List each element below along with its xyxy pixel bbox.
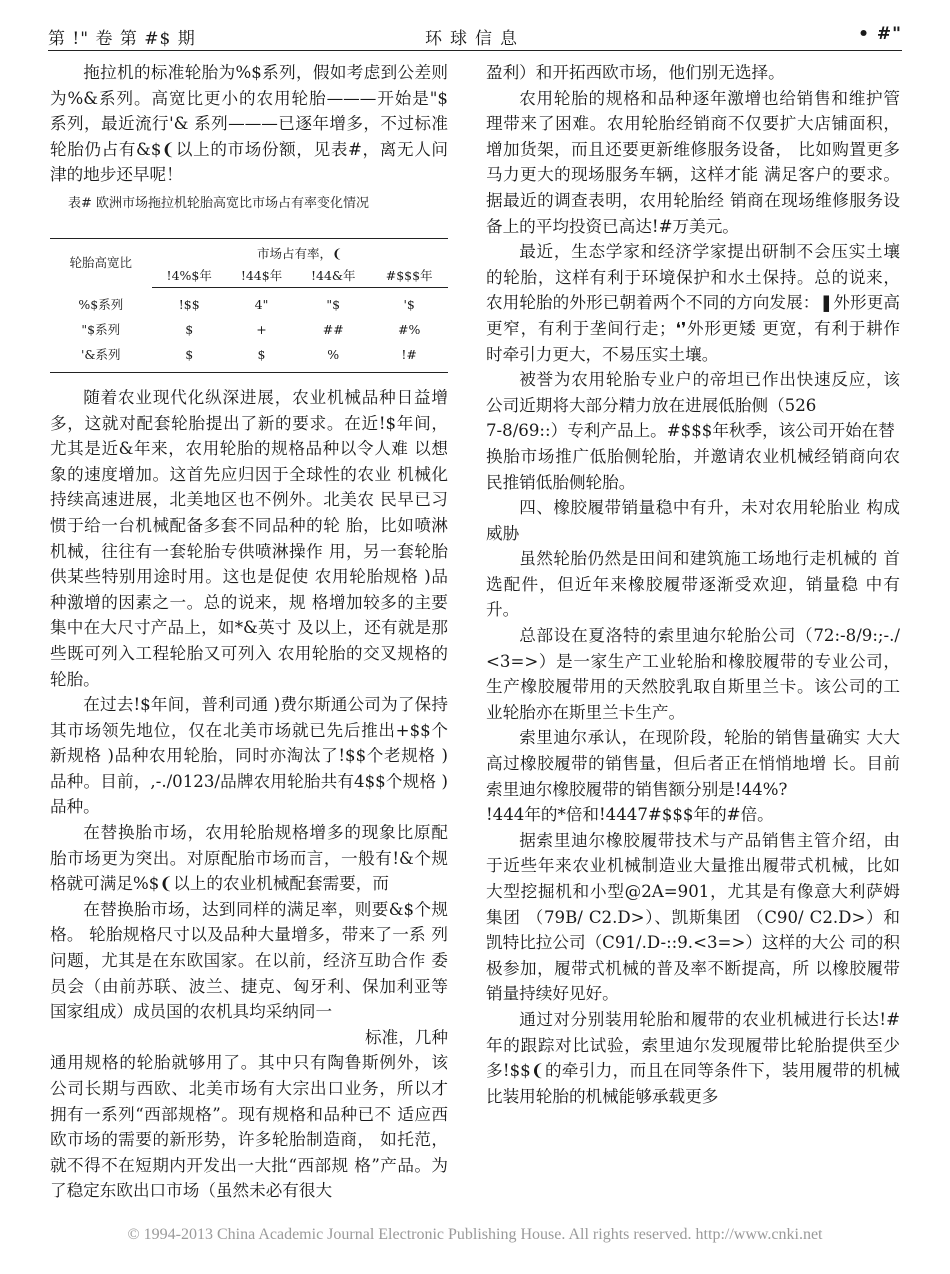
paragraph: 通过对分别装用轮胎和履带的农业机械进行长达!#年的跟踪对比试验，索里迪尔发现履带比轮胎提供至少多!$$❨的牵引力，而且在同等条件下，装用履带的机械比装用轮胎的机械能够承载更多: [486, 1009, 900, 1106]
paragraph: 在替换胎市场，农用轮胎规格增多的现象比原配胎市场更为突出。对原配胎市场而言，一般有!&个规格就可满足%$❨以上的农业机械配套需要，而: [50, 823, 448, 894]
table-cell: #%: [397, 321, 421, 337]
row-label: %$系列: [78, 296, 124, 312]
paragraph: 在过去!$年间，普利司通 )费尔斯通公司为了保持其市场领先地位，仅在北美市场就已先后推出+$$个新规格 )品种农用轮胎，同时亦淘汰了!$$个老规格 )品种。目前，,-./0123/品牌农用轮胎共有4$$个规格 )品种。: [50, 695, 448, 817]
paragraph-fragment: !444年的*倍和!4447#$$$年的#倍。: [486, 805, 774, 825]
table-row: [50, 317, 448, 342]
table-cell: 4": [254, 296, 269, 312]
paragraph: 农用轮胎的规格和品种逐年激增也给销售和维护管理带来了困难。农用轮胎经销商不仅要扩大店铺面积，增加货架，而且还要更新维修服务设备， 比如购置更多马力更大的现场服务车辆，这样才能 满足客户的要求。据最近的调查表明，农用轮胎经 销商在现场维修服务设备上的平均投资已高达!#万美元。: [486, 88, 900, 236]
year-header: !4%$年: [152, 265, 227, 288]
paragraph: 据索里迪尔橡胶履带技术与产品销售主管介绍，由于近些年来农业机械制造业大量推出履带式机械，比如大型挖掘机和小型@2A=901，尤其是有像意大利萨姆集团 （79B/ C2.D>）、凯斯集团 （C90/ C2.D>）和凯特比拉公司（C91/.D-::9.<3=>）这样的大公 司的积极参加，履带式机械的普及率不断提高，所 以橡胶履带销量持续好见好。: [486, 830, 900, 1004]
journal-title: 环球信息: [425, 29, 525, 49]
year-header: #$$$年: [370, 265, 448, 288]
year-header: !44$年: [227, 265, 296, 288]
table-cell: %: [327, 346, 340, 362]
paragraph-fragment: 换胎市场推广低胎侧轮胎，并邀请农业机械经销商向农民推销低胎侧轮胎。: [486, 446, 900, 492]
table-cell: "$: [326, 296, 341, 312]
spacer: [50, 373, 448, 385]
row-label: "$系列: [81, 321, 121, 337]
row-label: '&系列: [80, 346, 121, 362]
table-cell: +: [256, 321, 267, 337]
table-row: [50, 287, 448, 317]
year-header: !44&年: [296, 265, 370, 288]
volume-issue: 第 !" 卷 第 #$ 期: [48, 29, 196, 49]
table-row: [50, 342, 448, 373]
running-header: [48, 18, 902, 48]
table-row-header: 轮胎高宽比: [69, 255, 133, 271]
paragraph: 虽然轮胎仍然是田间和建筑施工场地行走机械的 首选配件，但近年来橡胶履带逐渐受欢迎，销量稳 中有升。: [486, 549, 900, 620]
table-caption: 表# 欧洲市场拖拉机轮胎高宽比市场占有率变化情况: [68, 195, 370, 211]
table-span-header: 市场占有率，❨: [257, 245, 343, 261]
right-column: [486, 60, 900, 1109]
page-number: • #": [858, 24, 902, 44]
table-cell: $: [257, 346, 266, 362]
paragraph: 索里迪尔承认，在现阶段，轮胎的销售量确实 大大高过橡胶履带的销售量，但后者正在悄悄地增 长。目前索里迪尔橡胶履带的销售额分别是!44%?: [486, 728, 900, 799]
paragraph-fragment: 标准，几种: [365, 1027, 448, 1047]
table-cell: !#: [401, 346, 417, 362]
paragraph: 随着农业现代化纵深进展，农业机械品种日益增多，这就对配套轮胎提出了新的要求。在近!$年间，尤其是近&年来，农用轮胎的规格品种以令人难 以想象的速度增加。这首先应归因于全球性的农业 机械化持续高速进展，北美地区也不例外。北美农 民早已习惯于给一台机械配备多套不同品种的轮 胎，比如喷淋机械，往往有一套轮胎专供喷淋操作 用，另一套轮胎供某些特别用途时用。这也是促使 农用轮胎规格 )品种激增的因素之一。总的说来，规 格增加较多的主要集中在大尺寸产品上，如*&英寸 及以上，还有就是那些既可列入工程轮胎又可列入 农用轮胎的交叉规格的轮胎。: [50, 387, 448, 689]
table-cell: '$: [403, 296, 415, 312]
table-cell: ##: [322, 321, 344, 337]
table-cell: $: [185, 346, 194, 362]
table-cell: !$$: [178, 296, 200, 312]
header-rule: [48, 50, 902, 51]
copyright-footer: © 1994-2013 China Academic Journal Electronic Publishing House. All rights reserved. http://www.cnki.net: [127, 1226, 823, 1243]
market-share-table: [50, 238, 448, 373]
paragraph: 通用规格的轮胎就够用了。其中只有陶鲁斯例外，该公司长期与西欧、北美市场有大宗出口业务，所以才拥有一系列“西部规格”。现有规格和品种已不 适应西欧市场的需要的新形势，许多轮胎制造商， 如托范，就不得不在短期内开发出一大批“西部规 格”产品。为了稳定东欧出口市场（虽然未必有很大: [50, 1053, 448, 1201]
paragraph: 被誉为农用轮胎专业户的帝坦已作出快速反应，该公司近期将大部分精力放在进展低胎侧（526: [486, 370, 900, 415]
paragraph: 在替换胎市场，达到同样的满足率，则要&$个规格。 轮胎规格尺寸以及品种大量增多，带来了一系 列问题，尤其是在东欧国家。在以前，经济互助合作 委员会（由前苏联、波兰、捷克、匈牙利、保加利亚等 国家组成）成员国的农机具均采纳同一: [50, 899, 448, 1022]
paragraph: 盈利）和开拓西欧市场，他们别无选择。: [486, 63, 785, 82]
table-cell: $: [185, 321, 194, 337]
section-heading: 四、橡胶履带销量稳中有升，未对农用轮胎业 构成威胁: [486, 498, 900, 543]
paragraph: 总部设在夏洛特的索里迪尔轮胎公司（72:-8/9:;-./ <3=>）是一家生产工业轮胎和橡胶履带的专业公司，生产橡胶履带用的天然胶乳取自斯里兰卡。该公司的工业轮胎亦在斯里兰卡生产。: [486, 626, 900, 722]
paragraph: 拖拉机的标准轮胎为%$系列，假如考虑到公差则为%&系列。高宽比更小的农用轮胎———开始是"$ 系列，最近流行'& 系列———已逐年增多，不过标准 轮胎仍占有&$❨以上的市场份额，见表#，离无人问 津的地步还早呢！: [50, 63, 448, 185]
left-column: [50, 60, 448, 1204]
paragraph-fragment: 7-8/69::）专利产品上。#$$$年秋季，该公司开始在替: [486, 421, 895, 441]
paragraph: 最近，生态学家和经济学家提出研制不会压实土壤的轮胎，这样有利于环境保护和水土保持。总的说来，农用轮胎的外形已朝着两个不同的方向发展：❚外形更高更窄，有利于垄间行走；❛❜外形更矮 更宽，有利于耕作时牵引力更大，不易压实土壤。: [486, 242, 900, 364]
